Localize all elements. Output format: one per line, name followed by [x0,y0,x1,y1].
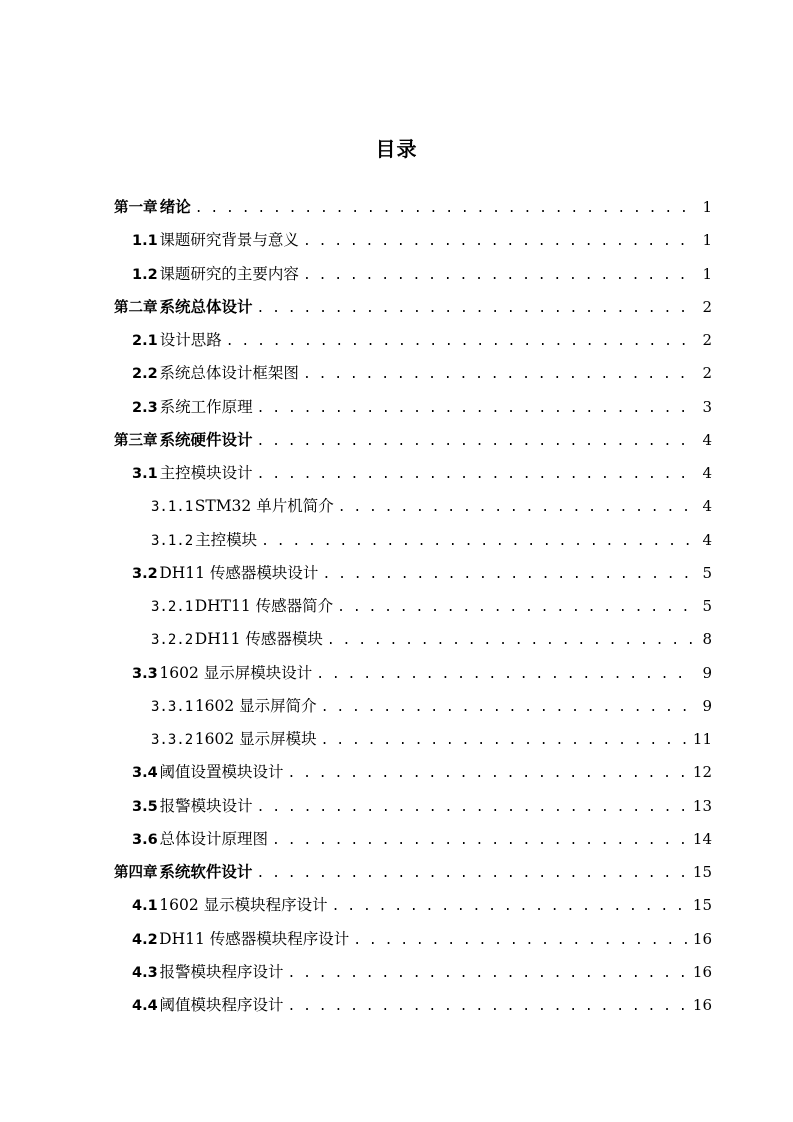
toc-entry-number: 3.6 [132,831,158,848]
toc-section-entry[interactable] [114,989,712,1022]
toc-entry-number: 4.3 [132,964,158,981]
toc-subsection-entry[interactable] [114,590,712,623]
toc-entry-title: 阈值设置模块设计 [159,763,284,782]
toc-page-number: 13 [692,796,712,815]
toc-entry-number: 3.3.1 [151,698,194,715]
toc-entry-title: 课题研究的主要内容 [159,264,299,283]
toc-page-number: 16 [692,962,712,981]
toc-page-number: 3 [702,397,712,416]
toc-page-number: 5 [702,563,712,582]
toc-entry-number: 3.3.2 [151,732,194,748]
toc-page-number: 5 [702,597,712,615]
toc-section-entry[interactable] [114,357,712,390]
toc-entry-number: 4.1 [132,898,158,915]
toc-section-entry[interactable] [114,923,712,956]
toc-section-entry[interactable] [114,324,712,357]
toc-entry-number: 3.5 [132,798,158,815]
toc-entry-number: 3.2.1 [151,599,194,615]
toc-section-entry[interactable] [114,956,712,989]
toc-dot-leader [226,325,694,358]
toc-dot-leader [272,824,689,857]
toc-subsection-entry[interactable] [114,490,712,523]
toc-entry-number: 3.2 [132,565,158,582]
toc-page-number: 1 [702,264,712,283]
toc-section-entry[interactable] [114,657,712,690]
toc-entry-title: 1602 显示屏模块设计 [159,663,313,682]
toc-entry-number: 3.4 [132,765,158,782]
toc-entry-title: DH11 传感器模块 [194,630,323,649]
toc-entry-number: 1.2 [132,266,158,283]
toc-entry-title: STM32 单片机简介 [194,497,334,516]
toc-dot-leader [261,525,694,558]
toc-page-number: 16 [692,996,712,1014]
toc-entry-title: DHT11 传感器简介 [194,597,334,615]
toc-entry-number: 1.1 [132,233,158,250]
toc-dot-leader [287,990,688,1023]
toc-entry-number: 4.4 [132,998,158,1014]
toc-entry-number: 3.3 [132,665,158,682]
toc-entry-number: 3.1.2 [151,532,194,549]
toc-entry-number: 第一章 [114,200,158,216]
toc-dot-leader [322,558,694,591]
toc-chapter-entry[interactable] [114,856,712,889]
toc-entry-title: 设计思路 [159,331,222,349]
toc-dot-leader [256,292,694,325]
toc-page-number: 12 [692,763,712,782]
toc-entry-title: 课题研究背景与意义 [159,231,299,250]
toc-page-number: 4 [702,430,712,449]
toc-dot-leader [257,392,694,425]
toc-section-entry[interactable] [114,557,712,590]
toc-chapter-entry[interactable] [114,191,712,224]
toc-section-entry[interactable] [114,790,712,823]
toc-dot-leader [303,358,694,391]
toc-page-number: 8 [702,630,712,649]
toc-dot-leader [303,259,694,292]
toc-page-number: 11 [692,730,712,748]
toc-dot-leader [256,425,694,458]
toc-entry-number: 2.2 [132,366,158,383]
toc-page-number: 2 [702,331,712,349]
toc-page-number: 4 [702,530,712,549]
toc-subsection-entry[interactable] [114,723,712,756]
toc-page-number: 9 [702,663,712,682]
toc-dot-leader [257,458,694,491]
toc-entry-number: 2.1 [132,333,158,349]
toc-section-entry[interactable] [114,889,712,922]
toc-entry-number: 第二章 [114,299,158,316]
toc-entry-title: 1602 显示屏简介 [194,696,317,715]
toc-section-entry[interactable] [114,391,712,424]
toc-page-number: 2 [702,297,712,316]
toc-page-number: 1 [702,198,712,216]
toc-chapter-entry[interactable] [114,424,712,457]
toc-subsection-entry[interactable] [114,690,712,723]
toc-chapter-entry[interactable] [114,291,712,324]
toc-page-number: 15 [692,896,712,915]
toc-entry-title: DH11 传感器模块程序设计 [159,929,350,948]
toc-page-number: 4 [702,497,712,516]
toc-entry-title: 报警模块设计 [159,796,253,815]
toc-page-number: 16 [692,929,712,948]
toc-dot-leader [338,491,694,524]
toc-entry-title: 系统软件设计 [159,863,253,881]
toc-dot-leader [321,724,689,757]
toc-page-number: 2 [702,364,712,383]
toc-entry-title: DH11 传感器模块设计 [159,563,319,582]
toc-entry-title: 阈值模块程序设计 [159,996,284,1014]
toc-entry-title: 系统总体设计 [159,297,253,316]
toc-entry-title: 绪论 [159,198,191,216]
toc-section-entry[interactable] [114,756,712,789]
toc-dot-leader [327,624,694,657]
toc-entry-title: 系统工作原理 [159,397,253,416]
toc-page-number: 14 [692,829,712,848]
toc-dot-leader [303,225,694,258]
toc-dot-leader [287,757,688,790]
toc-page-number: 4 [702,464,712,482]
toc-dot-leader [321,691,694,724]
toc-entry-title: 1602 显示屏模块 [194,730,317,748]
toc-entry-number: 3.1 [132,466,158,482]
toc-entry-title: 1602 显示模块程序设计 [159,896,328,915]
toc-entry-title: 报警模块程序设计 [159,962,284,981]
toc-dot-leader [256,857,688,890]
toc-entry-number: 2.3 [132,399,158,416]
toc-entry-title: 总体设计原理图 [159,829,269,848]
toc-page-number: 1 [702,231,712,250]
toc-dot-leader [353,924,689,957]
toc-entry-number: 4.2 [132,931,158,948]
toc-entry-title: 系统总体设计框架图 [159,364,299,383]
toc-subsection-entry[interactable] [114,623,712,656]
toc-section-entry[interactable] [114,457,712,490]
toc-entry-number: 3.1.1 [151,499,194,516]
toc-entry-title: 主控模块 [195,530,258,549]
toc-section-entry[interactable] [114,823,712,856]
toc-dot-leader [195,192,694,225]
toc-dot-leader [337,591,694,624]
toc-dot-leader [287,957,688,990]
toc-section-entry[interactable] [114,224,712,257]
toc-subsection-entry[interactable] [114,524,712,557]
toc-entry-number: 第三章 [114,432,158,449]
table-of-contents [114,191,712,1022]
page-title: 目录 [375,137,418,161]
toc-page-number: 9 [702,696,712,715]
toc-entry-title: 主控模块设计 [159,464,253,482]
toc-page-number: 15 [692,863,712,881]
toc-entry-title: 系统硬件设计 [159,430,253,449]
toc-dot-leader [332,890,689,923]
toc-section-entry[interactable] [114,258,712,291]
toc-dot-leader [316,658,694,691]
toc-entry-number: 3.2.2 [151,632,194,649]
toc-dot-leader [257,791,689,824]
toc-entry-number: 第四章 [114,865,158,881]
